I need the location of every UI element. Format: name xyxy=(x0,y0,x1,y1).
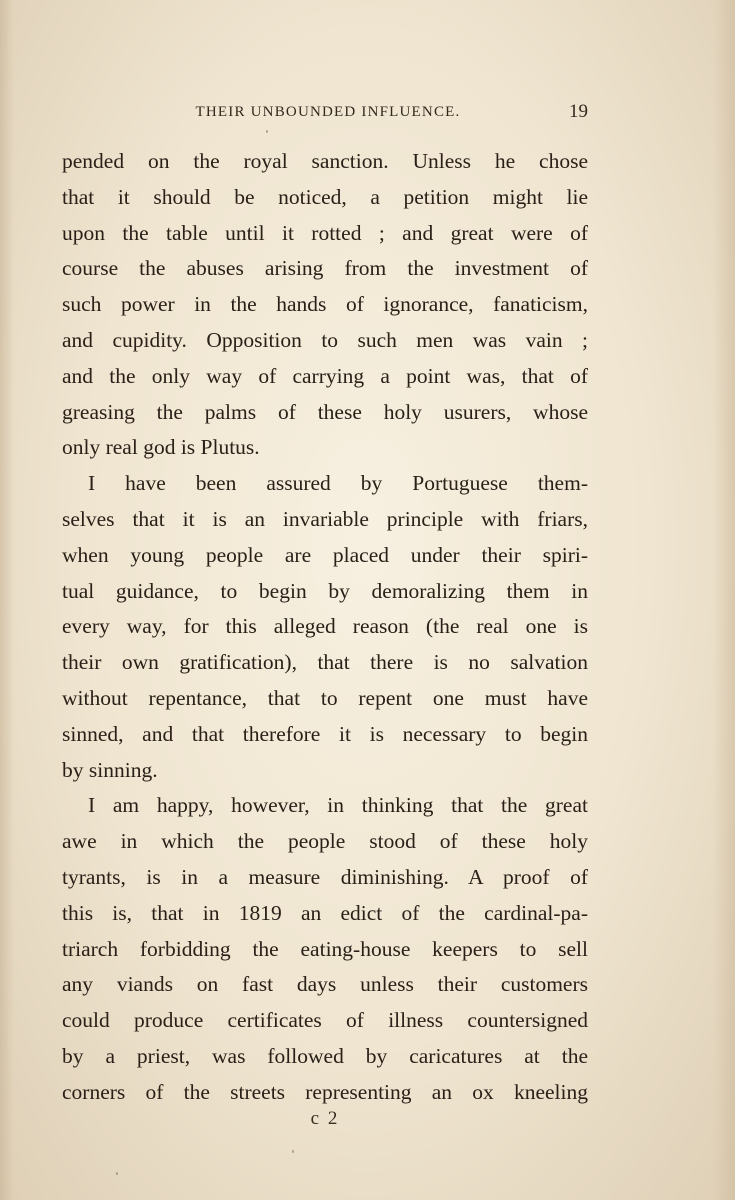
text-line: such power in the hands of ignorance, fanaticism, xyxy=(62,292,588,317)
text-line: every way, for this alleged reason (the real one is xyxy=(62,614,588,639)
text-line: I have been assured by Portuguese them- xyxy=(88,471,588,496)
text-line: tual guidance, to begin by demoralizing them in xyxy=(62,578,588,603)
text-line: when young people are placed under their spiri- xyxy=(62,542,588,567)
text-line: could produce certificates of illness countersigned xyxy=(62,1008,588,1033)
page-gutter-shadow xyxy=(0,0,14,1200)
running-head xyxy=(62,101,588,128)
text-line: sinned, and that therefore it is necessary to begin xyxy=(62,721,588,746)
text-line: this is, that in 1819 an edict of the cardinal-pa- xyxy=(62,900,588,925)
text-line: pended on the royal sanction. Unless he chose xyxy=(62,149,588,173)
text-line: course the abuses arising from the investment of xyxy=(62,256,588,281)
text-line: that it should be noticed, a petition might lie xyxy=(62,184,588,209)
text-line: corners of the streets representing an ox kneeling xyxy=(62,1079,588,1104)
text-line: and the only way of carrying a point was, that of xyxy=(62,363,588,388)
body-text xyxy=(62,144,588,1111)
signature-mark: c 2 xyxy=(310,1108,340,1129)
page-edge-shadow xyxy=(713,0,735,1200)
paper-fleck xyxy=(292,1150,294,1153)
text-line: triarch forbidding the eating-house keepers to sell xyxy=(62,936,588,961)
text-line: their own gratification), that there is no salvation xyxy=(62,650,588,675)
paper-fleck xyxy=(116,1172,118,1175)
paper-fleck xyxy=(266,130,268,133)
text-line: I am happy, however, in thinking that the great xyxy=(88,793,588,818)
text-line: upon the table until it rotted ; and great were of xyxy=(62,220,588,245)
text-line: only real god is Plutus. xyxy=(62,435,260,460)
text-line: any viands on fast days unless their customers xyxy=(62,972,588,997)
text-line: by a priest, was followed by caricatures at the xyxy=(62,1043,588,1068)
text-line: without repentance, that to repent one must have xyxy=(62,685,588,710)
page-number: 19 xyxy=(569,101,588,122)
text-line: by sinning. xyxy=(62,757,158,782)
running-title: THEIR UNBOUNDED INFLUENCE. xyxy=(195,104,461,120)
text-line: and cupidity. Opposition to such men was vain ; xyxy=(62,327,588,352)
text-line: selves that it is an invariable principle with friars, xyxy=(62,506,588,531)
text-line: greasing the palms of these holy usurers, whose xyxy=(62,399,588,424)
text-line: awe in which the people stood of these holy xyxy=(62,829,588,854)
text-line: tyrants, is in a measure diminishing. A proof of xyxy=(62,864,588,889)
